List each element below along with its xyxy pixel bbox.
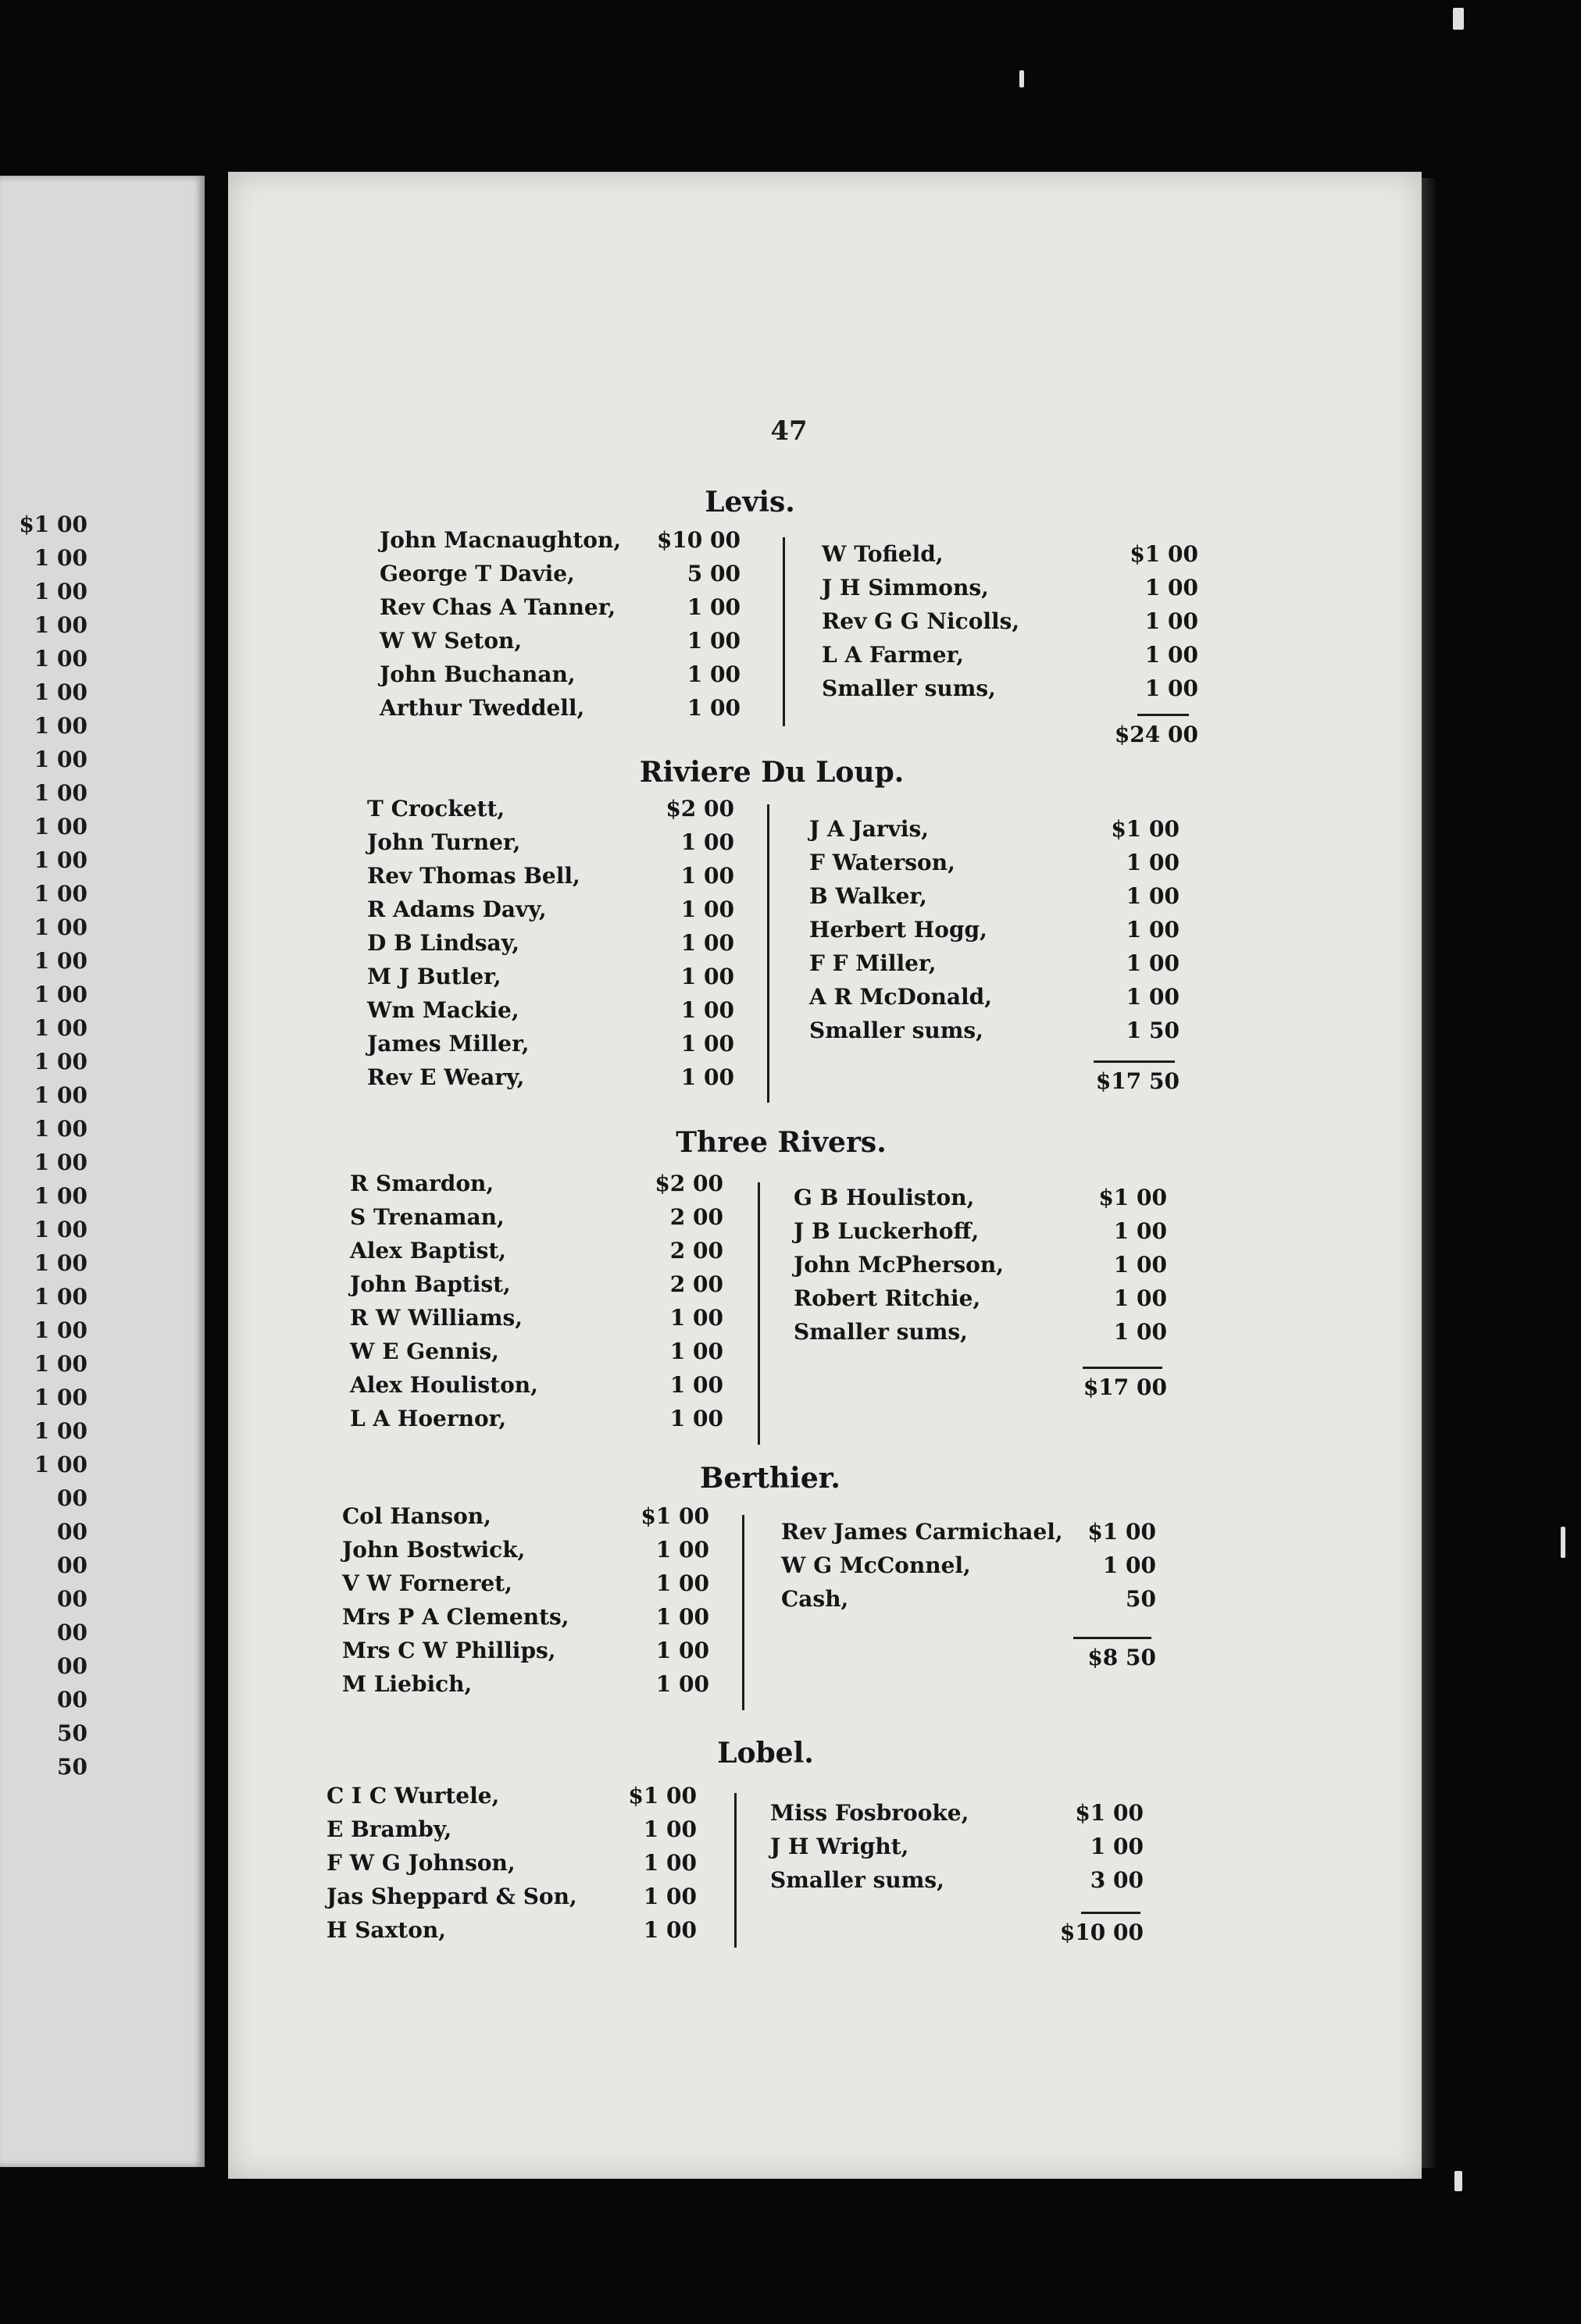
donation-amount: 1 00 [687, 594, 741, 620]
donation-amount: 1 00 [680, 863, 734, 889]
section-title: Lobel. [717, 1737, 814, 1770]
donor-name: Alex Baptist, [350, 1238, 507, 1264]
section-title: Three Rivers. [676, 1126, 887, 1159]
previous-page-amount: 1 00 [34, 881, 87, 907]
donor-name: Herbert Hogg, [809, 917, 987, 943]
donor-name: A R McDonald, [809, 984, 992, 1010]
donor-name: Arthur Tweddell, [380, 695, 585, 721]
donation-amount: 1 00 [680, 1031, 734, 1057]
donor-name: J H Simmons, [822, 575, 989, 601]
donation-amount: 3 00 [1090, 1867, 1144, 1893]
donation-amount: 1 00 [1126, 984, 1180, 1010]
previous-page-amount: 1 00 [34, 1418, 87, 1444]
donation-amount: 1 00 [680, 829, 734, 855]
donor-name: John Baptist, [350, 1271, 511, 1297]
donation-amount: 1 00 [655, 1638, 709, 1663]
donation-amount: 1 00 [655, 1671, 709, 1697]
section-title: Berthier. [700, 1462, 840, 1495]
donor-name: John Macnaughton, [380, 527, 622, 553]
previous-page-amount: 1 00 [34, 1385, 87, 1410]
donor-name: T Crockett, [367, 796, 505, 822]
donation-amount: 5 00 [687, 561, 741, 586]
previous-page-amount: 1 00 [34, 1116, 87, 1142]
donation-amount: 1 00 [687, 628, 741, 654]
donation-amount: $2 00 [666, 796, 734, 822]
dust-speck [1453, 8, 1464, 30]
total-rule [1083, 1367, 1162, 1369]
donor-name: Smaller sums, [770, 1867, 944, 1893]
donation-amount: 1 00 [687, 661, 741, 687]
previous-page-amount: 1 00 [34, 948, 87, 974]
donation-amount: 1 00 [1090, 1834, 1144, 1859]
donation-amount: $10 00 [656, 527, 741, 553]
previous-page-amount: 1 00 [34, 814, 87, 839]
donor-name: F W G Johnson, [327, 1850, 516, 1876]
donation-amount: 1 00 [1113, 1285, 1167, 1311]
donor-name: W E Gennis, [350, 1338, 499, 1364]
donation-amount: 1 00 [1113, 1218, 1167, 1244]
donor-name: Rev James Carmichael, [781, 1519, 1063, 1545]
donation-amount: 1 00 [1144, 642, 1198, 668]
donor-name: C I C Wurtele, [327, 1783, 500, 1809]
section-total: $10 00 [1059, 1919, 1144, 1945]
donation-amount: 1 00 [1113, 1319, 1167, 1345]
donor-name: W Tofield, [822, 541, 944, 567]
previous-page-amount: 00 [57, 1653, 87, 1679]
donor-name: J A Jarvis, [809, 816, 930, 842]
donor-name: M J Butler, [367, 964, 501, 989]
page-number: 47 [770, 415, 808, 447]
column-divider [742, 1515, 744, 1710]
total-rule [1081, 1912, 1140, 1914]
donation-amount: 2 00 [669, 1204, 723, 1230]
donation-amount: 1 00 [1126, 950, 1180, 976]
donor-name: Cash, [781, 1586, 849, 1612]
previous-page-amount: 1 00 [34, 780, 87, 806]
donor-name: Mrs C W Phillips, [342, 1638, 556, 1663]
donation-amount: 1 00 [643, 1816, 697, 1842]
total-rule [1073, 1637, 1151, 1639]
column-divider [758, 1182, 760, 1445]
donation-amount: 1 00 [1126, 883, 1180, 909]
previous-page-amount-column [0, 508, 87, 1784]
donation-amount: 1 00 [680, 930, 734, 956]
previous-page-amount: 1 00 [34, 679, 87, 705]
donor-name: L A Farmer, [822, 642, 965, 668]
donor-name: Alex Houliston, [350, 1372, 538, 1398]
donor-name: Jas Sheppard & Son, [327, 1884, 577, 1909]
donation-amount: 1 00 [643, 1850, 697, 1876]
donation-amount: 1 00 [680, 964, 734, 989]
donation-amount: 1 00 [655, 1604, 709, 1630]
donation-amount: $2 00 [655, 1171, 723, 1196]
previous-page-amount: 00 [57, 1519, 87, 1545]
donor-name: John Turner, [367, 829, 521, 855]
previous-page-amount: 1 00 [34, 1049, 87, 1075]
previous-page-amount: 1 00 [34, 612, 87, 638]
donation-amount: $1 00 [1087, 1519, 1156, 1545]
previous-page-amount: 1 00 [34, 579, 87, 604]
previous-page-amount: 1 00 [34, 1015, 87, 1041]
donor-name: R W Williams, [350, 1305, 523, 1331]
donation-amount: 1 00 [643, 1917, 697, 1943]
donor-name: F Waterson, [809, 850, 955, 875]
donor-name: J H Wright, [770, 1834, 909, 1859]
previous-page-amount: $1 00 [19, 511, 87, 537]
donation-amount: 2 00 [669, 1238, 723, 1264]
donor-name: Robert Ritchie, [794, 1285, 981, 1311]
donor-name: H Saxton, [327, 1917, 446, 1943]
donor-name: John Buchanan, [380, 661, 576, 687]
previous-page-amount: 1 00 [34, 747, 87, 772]
donation-amount: $1 00 [1130, 541, 1198, 567]
total-rule [1137, 714, 1189, 716]
previous-page-amount: 1 00 [34, 1351, 87, 1377]
donation-amount: 1 00 [680, 1064, 734, 1090]
donor-name: D B Lindsay, [367, 930, 519, 956]
donation-amount: 1 00 [655, 1537, 709, 1563]
donor-name: R Adams Davy, [367, 896, 547, 922]
donation-amount: 2 00 [669, 1271, 723, 1297]
donor-name: George T Davie, [380, 561, 575, 586]
donation-amount: $1 00 [641, 1503, 709, 1529]
donation-amount: 1 00 [1144, 608, 1198, 634]
donation-amount: 1 00 [687, 695, 741, 721]
column-divider [767, 804, 769, 1103]
previous-page-amount: 1 00 [34, 847, 87, 873]
donor-name: Smaller sums, [809, 1018, 983, 1043]
previous-page-amount: 50 [57, 1720, 87, 1746]
donor-name: G B Houliston, [794, 1185, 975, 1210]
previous-page-amount: 00 [57, 1687, 87, 1713]
donation-amount: 1 00 [1144, 675, 1198, 701]
donation-amount: 1 50 [1126, 1018, 1180, 1043]
donor-name: Wm Mackie, [367, 997, 519, 1023]
section-total: $24 00 [1114, 722, 1198, 747]
donor-name: Col Hanson, [342, 1503, 491, 1529]
donation-amount: $1 00 [1075, 1800, 1144, 1826]
donor-name: Smaller sums, [822, 675, 996, 701]
section-title: Riviere Du Loup. [639, 756, 905, 789]
donor-name: Rev G G Nicolls, [822, 608, 1020, 634]
donor-name: Rev Thomas Bell, [367, 863, 580, 889]
section-total: $17 00 [1083, 1374, 1167, 1400]
donation-amount: 1 00 [1126, 917, 1180, 943]
donation-amount: 1 00 [1113, 1252, 1167, 1278]
section-title: Levis. [705, 486, 795, 519]
donation-amount: $1 00 [628, 1783, 697, 1809]
donation-amount: 1 00 [669, 1338, 723, 1364]
previous-page-amount: 1 00 [34, 1150, 87, 1175]
donor-name: J B Luckerhoff, [794, 1218, 980, 1244]
previous-page-amount: 50 [57, 1754, 87, 1780]
previous-page-amount: 00 [57, 1586, 87, 1612]
donation-amount: 1 00 [655, 1570, 709, 1596]
section-total: $8 50 [1087, 1645, 1156, 1670]
donor-name: F F Miller, [809, 950, 937, 976]
dust-speck [1019, 70, 1024, 87]
previous-page-amount: 1 00 [34, 646, 87, 672]
donor-name: M Liebich, [342, 1671, 473, 1697]
previous-page-edge [0, 176, 205, 2167]
column-divider [783, 537, 785, 726]
donor-name: V W Forneret, [342, 1570, 512, 1596]
previous-page-amount: 00 [57, 1485, 87, 1511]
donor-name: Mrs P A Clements, [342, 1604, 569, 1630]
donor-name: R Smardon, [350, 1171, 494, 1196]
previous-page-amount: 1 00 [34, 713, 87, 739]
donor-name: E Bramby, [327, 1816, 452, 1842]
dust-speck [1454, 2171, 1462, 2191]
donation-amount: 1 00 [1126, 850, 1180, 875]
donation-amount: 1 00 [643, 1884, 697, 1909]
donor-name: John Bostwick, [342, 1537, 526, 1563]
donor-name: S Trenaman, [350, 1204, 505, 1230]
donation-amount: $1 00 [1111, 816, 1180, 842]
previous-page-amount: 00 [57, 1620, 87, 1645]
donor-name: B Walker, [809, 883, 927, 909]
previous-page-amount: 1 00 [34, 1284, 87, 1310]
page-edge-shadow [1422, 178, 1436, 2168]
donor-name: Rev Chas A Tanner, [380, 594, 616, 620]
donor-name: W G McConnel, [781, 1552, 971, 1578]
donation-amount: 1 00 [680, 997, 734, 1023]
previous-page-amount: 1 00 [34, 1250, 87, 1276]
previous-page-amount: 1 00 [34, 1317, 87, 1343]
donation-amount: 1 00 [669, 1305, 723, 1331]
dust-speck [1561, 1527, 1565, 1558]
donation-amount: 50 [1126, 1586, 1156, 1612]
previous-page-amount: 1 00 [34, 914, 87, 940]
donation-amount: 1 00 [1144, 575, 1198, 601]
donor-name: W W Seton, [380, 628, 523, 654]
section-total: $17 50 [1095, 1068, 1180, 1094]
previous-page-amount: 1 00 [34, 1217, 87, 1242]
donor-name: James Miller, [367, 1031, 530, 1057]
previous-page-amount: 1 00 [34, 1183, 87, 1209]
total-rule [1094, 1060, 1175, 1063]
donor-name: Miss Fosbrooke, [770, 1800, 969, 1826]
previous-page-amount: 1 00 [34, 545, 87, 571]
previous-page-amount: 1 00 [34, 1082, 87, 1108]
donation-amount: 1 00 [680, 896, 734, 922]
donor-name: John McPherson, [794, 1252, 1004, 1278]
donation-amount: 1 00 [1102, 1552, 1156, 1578]
previous-page-amount: 00 [57, 1552, 87, 1578]
donor-name: L A Hoernor, [350, 1406, 507, 1431]
donor-name: Smaller sums, [794, 1319, 968, 1345]
donation-amount: 1 00 [669, 1406, 723, 1431]
donation-amount: 1 00 [669, 1372, 723, 1398]
donor-name: Rev E Weary, [367, 1064, 525, 1090]
previous-page-amount: 1 00 [34, 1452, 87, 1477]
previous-page-amount: 1 00 [34, 982, 87, 1007]
column-divider [734, 1793, 737, 1948]
donation-amount: $1 00 [1098, 1185, 1167, 1210]
